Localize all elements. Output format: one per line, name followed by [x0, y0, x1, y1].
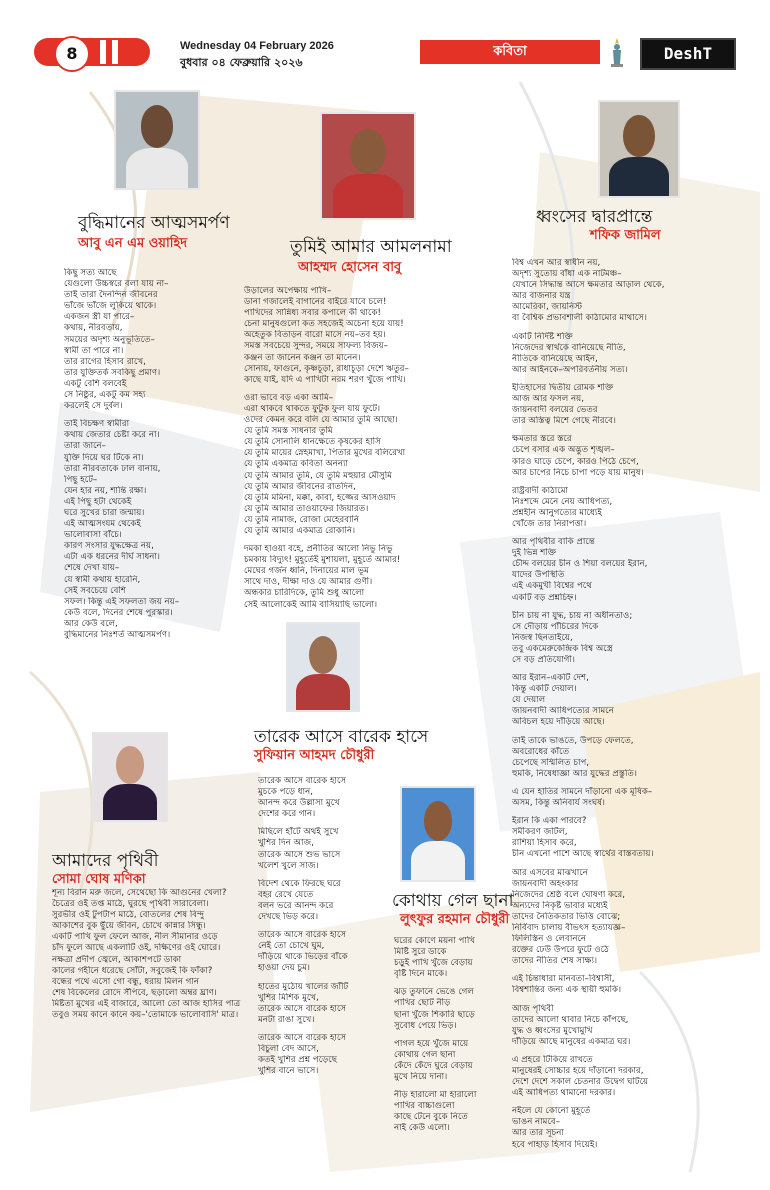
poem-line: সোনায়, ফাগুনে, কৃষ্ণচূড়া, রাধাচূড়া দেশে ঋতুর– — [244, 363, 409, 374]
poem-line: যে দেয়াল — [512, 695, 546, 706]
statue-of-liberty-icon — [606, 36, 628, 68]
poem-line: আর বাজনার যন্ত্র — [512, 291, 571, 302]
poem-line: সমস্ত সবচেয়ে সুন্দর, সময়ে সাফল্য বিজয়– — [244, 341, 388, 352]
stanza-break — [512, 997, 750, 1004]
poem-line: সময়ের অদৃশ্য অনুভূতিতে– — [64, 334, 155, 345]
author-photo-soma-monika — [92, 732, 168, 822]
poem-line: মুখে নিয়ে দানা। — [394, 1072, 448, 1083]
poem-line: ঝড় তুফানে ভেঙে গেল — [394, 987, 474, 998]
poem-line: করলেই সে দুর্বল। — [64, 401, 123, 412]
poem-line: নির্বিবাদ চালায় বীভৎস হত্যাযজ্ঞ– — [512, 922, 626, 933]
poem-line: দেশে দেশে সকাল চেতনার উদ্বেগ ঘটিয়ে — [512, 1077, 649, 1088]
poem-line: পাগল হয়ে খুঁজে মায়ে — [394, 1038, 469, 1049]
poem-line: একটি বড় প্রশ্নচিহ্ন। — [512, 592, 577, 603]
poem-line: ছানা খুঁজে শিকারি ছাড়ে — [394, 1009, 475, 1020]
poem-line: এ যেন হাতির সামনে দাঁড়ানো এক মূষিক– — [512, 786, 653, 797]
date-bangla: বুধবার ০৪ ফেব্রুয়ারি ২০২৬ — [180, 56, 303, 69]
page-number: 8 — [54, 36, 90, 72]
poem-line: মিষ্টতা মুখের এই বাজারে, আলো তো আজ হাসির পাত্র — [52, 998, 241, 1009]
poem-line: পাখিদের সান্নিধ্য সবার কপালে কী থাকে! — [244, 308, 381, 319]
poem-line: নিজস্ব ছিনতাইয়ে, — [512, 632, 573, 643]
poem-line: মিষ্টি সুরে ডাকে — [394, 947, 447, 958]
poem-line: ওদের কেমন করে বলি যে আমার তুমি আছো। — [244, 415, 398, 426]
poem-line: তারেক আসে বারেক হাসে — [258, 1032, 347, 1043]
poem-line: যুদ্ধ ও ধ্বংসের মুখোমুখি — [512, 1025, 593, 1036]
poem-title: কোথায় গেল ছানা — [392, 891, 514, 911]
poem-body — [512, 258, 750, 1151]
poem-line: নীড় হারালো মা হারালো — [394, 1090, 477, 1101]
stanza-break — [512, 530, 750, 537]
poem-line: যুক্তি দিয়ে ঘর টিকে না। — [64, 452, 144, 463]
poem-line: কথায় জেতার চেষ্টা করে না। — [64, 430, 160, 441]
poem-line: অদৃশ্য সুতোয় বাঁধা এক নাটমঞ্চ– — [512, 269, 622, 280]
poem-line: খুশির দিন আজ, — [258, 838, 314, 849]
poem-line: কাছে যাই, যদি এ পাখিটা নরম শরণ খুঁজে পাখি। — [244, 374, 406, 385]
poem-line: ভাঁজে ভাঁজে লুকিয়ে থাকে। — [64, 301, 157, 312]
stanza-break — [258, 1026, 398, 1033]
poem-line: বিদেশ থেকে ফিরছে ঘরে — [258, 878, 341, 889]
poem-line: চৈত্রের ওই তপ্ত মাঠে, ঘুরছে পৃথিবী সারাবেলা। — [52, 899, 209, 910]
poem-line: আর তার সূচনা — [512, 1128, 564, 1139]
poem-line: চমকায় বিদ্যুৎ! মুহূর্তেই মুশায়লা, মুহূর্তে আমার! — [244, 555, 401, 566]
poem-line: তার যুক্তিতর্ক সবকিছু প্রমাণ। — [64, 367, 161, 378]
stanza-break — [512, 479, 750, 486]
poem-line: মিছিলে হাঁটে অথই সুখে — [258, 827, 339, 838]
poem-author: আবু এন এম ওয়াহিদ — [78, 236, 188, 251]
poem-line: বা বৈশ্বিক প্রভাবশালী কাঠামোর মাথাসে। — [512, 313, 647, 324]
poem-line: দুই ভিন্ন শক্তি — [512, 548, 557, 559]
poem-author: আহম্মদ হোসেন বাবু — [298, 260, 402, 275]
date-english: Wednesday 04 February 2026 — [180, 40, 334, 52]
poem-line: পাখির ছোট নীড় — [394, 998, 451, 1009]
poem-line: একটি নির্দিষ্ট শক্তি — [512, 331, 573, 342]
poem-line: তাদের আলো থাবার নিচে কাঁপছে, — [512, 1014, 629, 1025]
poem-line: বলন ভরে আনন্দ করে — [258, 900, 334, 911]
poem-line: যে তুমি মায়ের স্নেহমাখা, পিতার মুখের বলিরেখা — [244, 448, 406, 459]
poem-line: মনটা রাঙা সুখে। — [258, 1014, 315, 1025]
stanza-break — [512, 967, 750, 974]
poem-line: অহেতুক বিতাড়ন বারো মাসে নয়–তব হয়। — [244, 330, 386, 341]
poem-line: ভালোবাসা বাঁচে। — [64, 530, 122, 541]
stanza-break — [394, 980, 524, 987]
poem-line: বৃষ্টি দিনে মাকে। — [394, 969, 448, 980]
stanza-break — [244, 386, 484, 393]
poem-line: আজ পৃথিবী — [512, 1003, 554, 1014]
poem-line: কেউ বলে, দিনের শেষে পুরস্কার। — [64, 607, 173, 618]
poem-line: নীতিকে বানিয়েছে আইন, — [512, 353, 598, 364]
stanza-break — [244, 537, 484, 544]
poem-line: এই চিন্তাধারা মানবতা–বিশ্বাসী, — [512, 974, 615, 985]
poem-line: তবুও সময় কানে কানে কয়–'তোমাকে ভালোবাসি' মাত্র। — [52, 1010, 239, 1021]
author-photo-shafiq-jamil — [598, 100, 680, 198]
poem-line: খুশির মিশিক মুখে, — [258, 992, 319, 1003]
poem-line: নিজেদের শ্রেষ্ঠ বলে ঘোষণা করে, — [512, 889, 625, 900]
poem-author: শফিক জামিল — [590, 228, 661, 243]
poem-line: তারা জানে– — [64, 441, 106, 452]
page-header — [0, 0, 770, 72]
poem-line: দাঁড়িয়ে আছে মানুষের একমাত্র ঘর। — [512, 1036, 631, 1047]
poem-line: সে বড় প্রতিযোগী। — [512, 655, 575, 665]
poem-line: মানুষেরই সোচ্চার হয়ে দাঁড়ানো দরকার, — [512, 1066, 644, 1076]
poem-line: এই আধিপত্য থামানো দরকার। — [512, 1088, 616, 1099]
poem-line: জায়নবাদী বলয়ের ভেতর — [512, 405, 598, 416]
poem-line: কিছু সত্য আছে — [64, 268, 117, 278]
poem-line: আমেরিকা, জায়নিস্ট — [512, 302, 583, 313]
poem-line: বিশ্ব এখন আর স্বাধীন নয়, — [512, 258, 601, 268]
poem-line: এরা থাকবে থাকতে ফুটুক ফুল যায় ফুটে। — [244, 403, 381, 414]
poem-line: একজন স্ত্রী যা পারে– — [64, 312, 135, 323]
poem-line: হাওয়া দেয় চুম। — [258, 963, 310, 974]
stanza-break — [512, 1048, 750, 1055]
poem-line: আকাশের বুক ছুঁয়ে জীবন, চোখে কান্নার সিন্ধু। — [52, 921, 206, 932]
poem-line: ওরা ভাবে বড় একা আমি– — [244, 392, 334, 403]
poem-line: চীন চায় না যুদ্ধ, চায় না অধীনতাও; — [512, 610, 633, 621]
poem-line: রাষ্ট্রবাদী কাঠামো — [512, 485, 568, 496]
poem-line: তাই তাকে ভাঙতে, উপড়ে ফেলতে, — [512, 735, 634, 746]
poem-line: আর আইনকে–অপরিবর্তনীয় সত্য। — [512, 364, 628, 375]
stanza-break — [512, 729, 750, 736]
poem-line: সমীকরণ জটিল, — [512, 827, 568, 838]
author-photo-sufian-chowdhury — [286, 622, 360, 712]
stanza-break — [64, 412, 234, 419]
poem-line: ক্ষমতার স্তরে স্তরে — [512, 434, 572, 445]
stanza-break — [512, 427, 750, 434]
stanza-break — [512, 376, 750, 383]
poem-line: তাই বিচক্ষণ স্বামীরা — [64, 419, 130, 430]
poem-line: উড়ালের অপেক্ষায় পাখি– — [244, 286, 332, 296]
poem-line: বহর রেখে যেতে — [258, 889, 314, 900]
poem-line: বিশ্বশান্তির জন্য এক স্থায়ী হুমকি। — [512, 985, 622, 996]
poem-line: তারেক আসে বারেক হাসে — [258, 1003, 347, 1014]
stanza-break — [512, 1099, 750, 1106]
author-photo-abu-wahid — [114, 90, 200, 190]
author-photo-lutfur-chowdhury — [400, 786, 476, 882]
poem-line: অন্ধকার চারিদিকে, তুমি শুধু আলো — [244, 588, 365, 599]
poem-line: আর কেউ বলে, — [64, 618, 118, 629]
poem-line: হবে পাহাড় হিসাব দিয়েই। — [512, 1139, 598, 1150]
poem-line: সফল। কিন্তু এই সফলতা জয় নয়– — [64, 596, 180, 607]
poem-author: সুফিয়ান আহমদ চৌধুরী — [254, 748, 375, 763]
poem-line: তাই তারা দৈনন্দিন জীবনের — [64, 290, 158, 301]
poem-line: কারও ঘাড়ে চেপে, কারও পিঠে চেপে, — [512, 456, 639, 467]
poem-body — [394, 936, 524, 1135]
stanza-break — [512, 809, 750, 816]
poem-line: বুদ্ধিমানের নিঃশর্ত আত্মসমর্পণ। — [64, 630, 171, 640]
stanza-break — [512, 325, 750, 332]
stanza-break — [512, 861, 750, 868]
poem-line: অবিচল হয়ে দাঁড়িয়ে আছে। — [512, 717, 605, 728]
poem-line: মুচকে পড়ে ধান, — [258, 787, 313, 798]
poem-line: চাঁদ ফুলে আছে একলাটি ওই, দক্ষিণের ওই ঘোরে। — [52, 943, 221, 954]
poem-line: আর চাপের নিচে চাপা পড়ে যায় মানুষ। — [512, 467, 644, 478]
poem-line: নক্ষত্রা প্রদীপ জ্বেলে, আকাশপটে ডাকা — [52, 954, 182, 965]
poem-line: চেপেছে সম্মিলিত চাপ, — [512, 757, 590, 768]
poem-line: জায়নবাদী অহংকার — [512, 878, 579, 889]
poem-line: সাথে দাও, দীক্ষা দাও যে আমার গুণী। — [244, 577, 373, 588]
poem-line: প্রশ্নহীন আনুগত্যের মাধ্যেই — [512, 507, 602, 518]
poem-line: যেগুলো উচ্চস্বরে বলা যায় না– — [64, 279, 169, 290]
poem-line: হাতের মুঠোয় খালের জাঁটি — [258, 981, 349, 992]
poem-line: নইলে যে কোনো মুহূর্তে — [512, 1106, 591, 1117]
poem-body — [244, 286, 484, 611]
poem-line: যে তুমি মমিনা, মক্কা, কাবা, হজ্জের আসওয়াদ — [244, 492, 396, 503]
poem-line: সেই আলোকেই আমি বাসিয়াছি ভালো। — [244, 599, 378, 610]
stanza-break — [394, 1032, 524, 1039]
poem-title: তুমিই আমার আমলনামা — [290, 237, 452, 257]
poem-line: কথায়, নীরবতায়, — [64, 323, 123, 334]
stanza-break — [512, 666, 750, 673]
poem-line: যে তুমি সোনালি ধানক্ষেতে কৃষকের হাসি — [244, 437, 381, 448]
poem-line: ঘরে সুখের চারা জন্মায়। — [64, 507, 145, 518]
poem-line: অসম, কিন্তু অনিবার্য সংঘর্ষ। — [512, 798, 605, 809]
poem-line: ইতিহাসের দ্বিতীয় রোমক শক্তি — [512, 382, 614, 393]
poem-line: রক্তের ঢেউ উপরে ফুটে ওঠে — [512, 945, 609, 956]
stanza-break — [258, 820, 398, 827]
pause-bars-icon — [96, 40, 130, 64]
poem-line: কঞ্জন তা জানেন কঞ্জন তা মানেন। — [244, 352, 361, 363]
poem-line: খলেশ খুলে সাজ। — [258, 860, 319, 871]
poem-line: সে দৌড়ায় পাঁচিরের দিকে — [512, 621, 599, 632]
poem-line: দেখছে ভিড় করে। — [258, 912, 319, 923]
poem-line: হুমকি, নিষেধাজ্ঞা আর যুদ্ধের প্রস্তুতি। — [512, 768, 637, 779]
poem-line: বন্ধের পথে এসো গো বন্ধু, ধরায় মিলন গান — [52, 976, 199, 987]
poem-line: যে তুমি আমার জীবনের রাতদিন, — [244, 481, 356, 492]
poem-line: আর ইরান–একটি দেশ, — [512, 673, 589, 684]
poem-line: মেঘের গর্জন ধ্বনি, দিনায়ের মাল ভূম — [244, 566, 369, 577]
poem-line: নিঃশব্দে মেনে নেয় আধিপত্য, — [512, 496, 613, 507]
header-red-pill — [34, 38, 150, 66]
poem-line: চৌদ্দ বলয়ের চীন ও শিয়া বলয়ের ইরান, — [512, 559, 648, 570]
poem-line: তারা নীরবতাকে ঢাল বানায়, — [64, 463, 161, 474]
poem-line: চেনা মানুষগুলো কত সহজেই অচেনা হয়ে যায়! — [244, 319, 404, 330]
poem-body — [52, 888, 300, 1021]
poem-line: পিছু হটে– — [64, 474, 98, 485]
poem-line: এটা এক ধরনের দীর্ঘ সাধনা। — [64, 552, 161, 563]
poem-line: আনন্দ করে উল্লাসা মুখে — [258, 798, 340, 809]
poem-line: বিচুলা বেদ আসে, — [258, 1043, 319, 1054]
poem-line: দাঁড়িয়ে থাকে ভিড়ের বাঁকে — [258, 952, 348, 963]
poem-line: আর এসবের মাঝখানে — [512, 867, 588, 878]
poem-line: কালের গহীনে ধরেছে সোঁটা, সবুজেই কি ফাঁকা? — [52, 965, 213, 976]
poem-line: ঘরের কোণে ময়না পাখি — [394, 936, 475, 946]
poem-line: জায়নবাদী আধিপত্যের সামনে — [512, 706, 614, 717]
poem-line: নিজেদের স্বার্থকে বানিয়েছে নীতি, — [512, 342, 626, 353]
poem-line: যে তুমি নামাজ, রোজা মেহেরবানি — [244, 514, 360, 525]
poem-title: তারেক আসে বারেক হাসে — [254, 727, 429, 747]
poem-line: এই পিছু হটা থেকেই — [64, 496, 132, 507]
poem-line: চেপে বসার এক অদ্ভুত শৃঙ্খল– — [512, 445, 615, 456]
poem-line: তাদের নৈতিকতার ভিত্তি বোঝে; — [512, 911, 621, 922]
poem-line: দেশের করে গান। — [258, 809, 316, 820]
newspaper-logo: DeshT — [640, 38, 736, 70]
poem-title: ধ্বংসের দ্বারপ্রান্তে — [536, 207, 653, 227]
poem-line: চীন এখনো পাশে আছে স্বার্থের বাস্তবতায়। — [512, 849, 654, 860]
poem-line: ইরান কি একা পারবে? — [512, 816, 587, 827]
issue-date — [180, 40, 410, 73]
poem-line: খুশির বানে ভাসে। — [258, 1066, 319, 1077]
stanza-break — [258, 872, 398, 879]
poem-line: যে তুমি একমাত্র কবিতা অনন্যা — [244, 459, 349, 470]
poem-line: নেই তো চোখে ঘুম, — [258, 941, 325, 952]
poem-line: রাশিয়া হিসাব করে, — [512, 838, 577, 849]
poem-line: কিন্তু একটি দেয়াল। — [512, 684, 577, 695]
poem-line: সুবোধ পেয়ে ভিড়। — [394, 1020, 457, 1031]
poem-line: নাই কেউ এলো। — [394, 1123, 450, 1134]
poem-line: যে স্বামী কথায় হারেনি, — [64, 574, 141, 585]
poem-line: একটু বেশি বলবেই — [64, 378, 127, 389]
poem-line: আর পৃথিবীর বাকি প্রান্তে — [512, 537, 595, 548]
stanza-break — [512, 604, 750, 611]
poem-line: স্বামী তা পারে না। — [64, 345, 124, 356]
poem-line: যাদের উপস্থিতি — [512, 570, 565, 581]
section-label: কবিতা — [420, 40, 600, 64]
author-photo-ahmed-babu — [320, 112, 416, 220]
poem-line: ফিলিস্তিন ও লেবাননে — [512, 934, 587, 945]
poem-line: আজ আর ফসল নয়, — [512, 394, 584, 405]
poem-line: সে নিষ্ঠুর, একটু কম সহ্য — [64, 390, 146, 401]
poem-line: তারেক আসে বারেক হাসে — [258, 930, 347, 941]
poem-line: তাদের নীতির শেষ সাক্ষ্য। — [512, 956, 598, 967]
poem-line: একটি পাখি ফুল ফেলে আজ, নীল সীমানার ওড়ে — [52, 932, 218, 943]
poem-line: অন্যদের নিকৃষ্ট ভাবার মধ্যেই — [512, 900, 608, 911]
poem-author: লুৎফুর রহমান চৌধুরী — [400, 912, 510, 927]
poem-line: তার অস্তিত্ব মিশে গেছে নীরবে। — [512, 416, 616, 427]
poem-body — [64, 268, 234, 641]
poem-line: শূন্য বিরান মরু জলে, সেথেছো কি আগুনের খেলা? — [52, 888, 227, 898]
poem-line: এই আত্মসংযম থেকেই — [64, 519, 141, 530]
poem-line: পাখির বাচ্চাগুলো — [394, 1101, 455, 1112]
poem-line: খোঁজে তার নিরাপত্তা। — [512, 518, 587, 529]
poem-line: ভাঙন নামবে– — [512, 1117, 560, 1128]
poem-line: সুরভীর ওই টুপটাপ মাঠে, বোতলের শেষ বিন্দু — [52, 910, 204, 921]
poem-line: অবরোধের কাঁতে — [512, 746, 570, 757]
poem-line: তবু একমেরুকেন্দ্রিক বিশ্ব অস্ত্রে — [512, 643, 613, 654]
poem-title: বুদ্ধিমানের আত্মসমর্পণ — [78, 213, 230, 233]
stanza-break — [512, 780, 750, 787]
poem-line: যে তুমি সমস্ত সাধনার তুমি — [244, 426, 333, 437]
poem-line: কারণ সংসার যুদ্ধক্ষেত্র নয়, — [64, 541, 154, 552]
poem-line: সেই সবচেয়ে বেশি — [64, 585, 126, 596]
poem-line: তার রাগের হিসাব রাখে, — [64, 356, 146, 367]
poem-line: কাছে টেনে বুকে নিতে — [394, 1112, 468, 1123]
poem-line: তারেক আসে বারেক হাসে — [258, 776, 347, 786]
poem-line: এই একমুখী বিশ্বের পথে — [512, 581, 592, 592]
poem-line: কতই খুশির প্রশ্ন পড়েছে — [258, 1055, 337, 1066]
poem-line: শেষে দেখা যায়– — [64, 563, 120, 574]
poem-line: দমকা হাওয়া বহে, প্রনীতির আলো নিভু নিভু — [244, 544, 393, 555]
poem-title: আমাদের পৃথিবী — [52, 851, 159, 871]
poem-line: চড়ুই পাখি খুঁজে বেড়ায় — [394, 958, 473, 969]
stanza-break — [394, 1083, 524, 1090]
poem-line: শেষ বিকেলের রোদে সঁপিবে, ছড়ালো অম্বর ঘ্রাণ। — [52, 987, 217, 998]
poem-line: যেন হার নয়, শান্তি রক্ষা। — [64, 485, 147, 496]
poem-author: সোমা ঘোষ মণিকা — [52, 872, 146, 887]
poem-line: যে তুমি আমার তুমি, যে তুমি মহুয়ার মৌসুমি — [244, 470, 392, 481]
poem-line: যে তুমি আমার তাওয়াফের জিয়ারত। — [244, 503, 369, 514]
poem-line: যে তুমি আমার একমাত্র রোকানি। — [244, 525, 356, 536]
poem-line: কোথায় গেল ছানা — [394, 1049, 456, 1060]
poem-line: যেখানে সিদ্ধান্ত আসে ক্ষমতার আড়াল থেকে, — [512, 280, 665, 291]
poem-line: কেঁদে কেঁদে ঘুরে বেড়ায় — [394, 1060, 473, 1071]
poem-line: তারেক আসে শুভ ভাসে — [258, 849, 341, 860]
poem-line: ডানা গজালেই বাগানের বাইরে যাবে চলে! — [244, 297, 387, 308]
poem-line: এ প্রহরে টিকিয়ে রাখতে — [512, 1054, 593, 1065]
